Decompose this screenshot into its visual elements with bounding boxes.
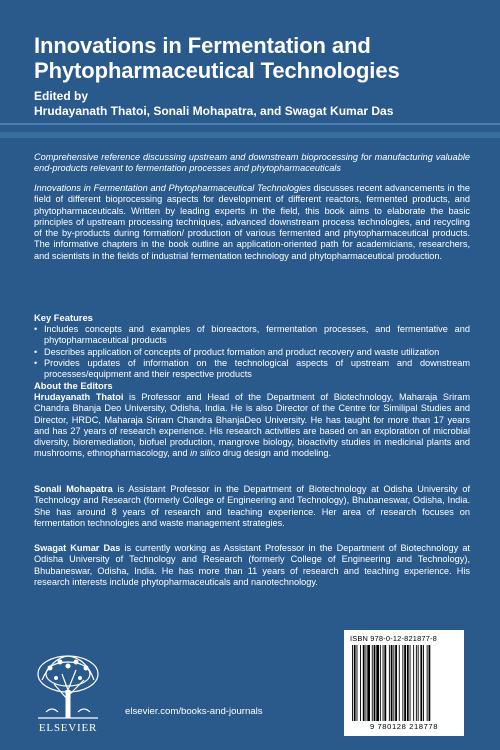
editor-name: Sonali Mohapatra: [34, 484, 113, 494]
accent-band: [0, 132, 500, 138]
isbn-number: ISBN 978-0-12-821877-8: [350, 634, 437, 643]
editor-name: Swagat Kumar Das: [34, 543, 121, 553]
editors-list: Hrudayanath Thatoi, Sonali Mohapatra, and Swagat Kumar Das: [34, 104, 394, 118]
key-features-heading: Key Features: [34, 312, 93, 323]
editor-bio-text: drug design and modeling.: [220, 448, 332, 459]
header-divider: [0, 123, 500, 125]
key-features-list: [34, 324, 470, 380]
editor-name: Hrudayanath Thatoi: [34, 392, 124, 402]
edited-by-label: Edited by: [34, 89, 89, 103]
editor-bio-text: is Professor and Head of the Department of Biotechnology, Maharaja Sriram Chandra Bhanja Deo University, Odisha, India. He is also Director of the Centre for Similipal Studies and Director, HRDC, Maharaja Sriram Chandra BhanjaDeo University. He has taught for more than 17 years and has 27 years of research experience. His research activities are based on an exploration of microbial diversity, bioremediation, biofuel production, mangrove biology, bioactivity studies in medicinal plants and mushrooms, ethnopharmacology, and: [34, 392, 470, 459]
elsevier-tree-icon: [32, 650, 104, 720]
key-feature-item: • Includes concepts and examples of bioreactors, fermentation processes, and fermentative and phytopharmaceutical products: [34, 324, 470, 347]
editor-bio-text: is currently working as Assistant Professor in the Department of Biotechnology at Odisha University of Technology and Research (formerly College of Engineering and Technology), Bhubaneswar, Odisha, India. He has more than 11 years of research and teaching experience. His research interests include phytopharmaceuticals and nanotechnology.: [34, 543, 470, 587]
book-title: [34, 33, 474, 83]
key-feature-item: • Describes application of concepts of product formation and product recovery and waste utilization: [34, 347, 470, 358]
barcode-icon: [350, 645, 458, 721]
description-text: discusses recent advancements in the field of different bioprocessing aspects for development of different reactors, fermented products, and phytopharmaceuticals. Written by leading experts in the field, this book aims to elaborate the basic principles of upstream processing techniques, advanced downstream process technologies, and recycling of the by-products during formation/ production of various fermented and phytopharmaceutical products. The informative chapters in the book outline an application-oriented path for academicians, researchers, and scientists in the fields of industrial fermentation technology and phytopharmaceutical production.: [34, 183, 470, 261]
barcode-digits: 9 780128 218778: [369, 722, 439, 731]
publisher-url[interactable]: elsevier.com/books-and-journals: [125, 706, 263, 717]
description-book-title: Innovations in Fermentation and Phytopharmaceutical Technologies: [34, 183, 311, 193]
editor-bio-italic: in silico: [190, 448, 221, 459]
tagline: Comprehensive reference discussing upstream and downstream bioprocessing for manufacturing valuable end-products relevant to fermentation processes and phytopharmaceuticals: [34, 152, 470, 174]
editor-bio-mohapatra: [34, 484, 470, 529]
about-editors-heading: About the Editors: [34, 380, 113, 391]
editor-bio-text: is Assistant Professor in the Department of Biotechnology at Odisha University of Technology and Research (formerly College of Engineering and Technology), Bhubaneswar, Odisha, India. She has around 8 years of research and teaching experience. Her area of research focuses on fermentation technologies and waste management strategies.: [34, 484, 470, 528]
title-line-2: Phytopharmaceutical Technologies: [34, 58, 400, 83]
editor-bio-das: [34, 543, 470, 588]
isbn-barcode-box: [344, 630, 464, 736]
book-description: [34, 183, 470, 262]
editor-bio-thatoi: [34, 392, 470, 460]
key-feature-item: • Provides updates of information on the technological aspects of upstream and downstream processes/equipment and their respective products: [34, 358, 470, 381]
publisher-name: ELSEVIER: [38, 722, 98, 734]
title-line-1: Innovations in Fermentation and: [34, 33, 371, 58]
